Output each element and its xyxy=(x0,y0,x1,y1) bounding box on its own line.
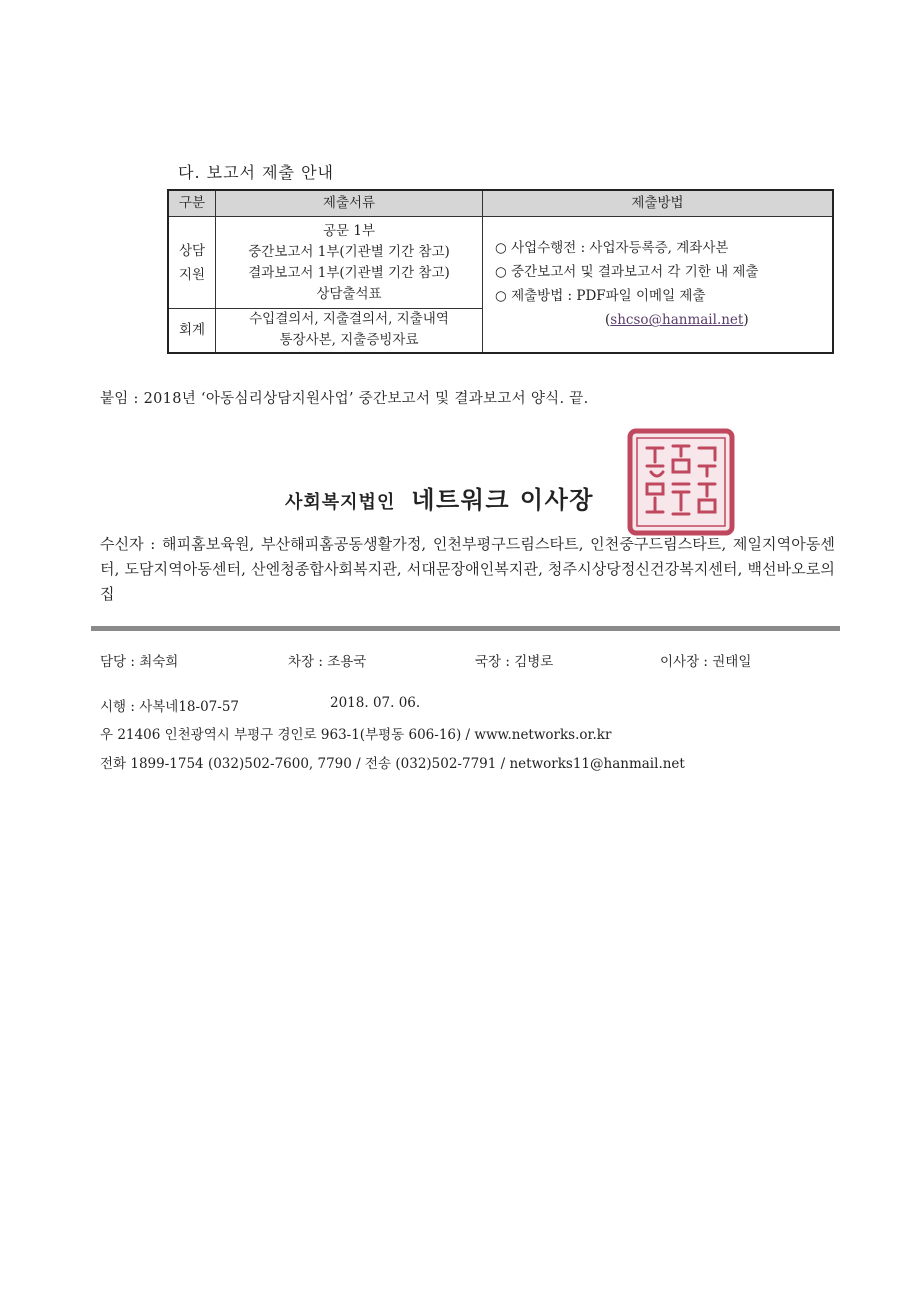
recipients: 수신자 : 해피홈보육원, 부산해피홈공동생활가정, 인천부평구드림스타트, 인천중구드림스타트, 제일지역아동센터, 도담지역아동센터, 산엔청종합사회복지관, 서대문장애인복지관, 청주시상당정신건강복지센터, 백선바오로의 집 xyxy=(100,535,835,603)
doc-item: 수입결의서, 지출결의서, 지출내역 xyxy=(249,311,449,328)
doc-item: 공문 1부 xyxy=(322,222,375,239)
email-close: ) xyxy=(743,312,749,329)
header-category: 구분 xyxy=(168,190,216,217)
row-docs-accounting xyxy=(216,309,483,353)
email-line xyxy=(495,308,832,332)
contact-line: 전화 1899-1754 (032)502-7600, 7790 / 전송 (032)502-7791 / networks11@hanmail.net xyxy=(100,756,685,772)
staff-chairman: 이사장 : 권태일 xyxy=(660,654,752,670)
doc-item: 중간보고서 1부(기관별 기간 참고) xyxy=(248,243,450,260)
method-cell xyxy=(483,217,834,353)
row-category-accounting: 회계 xyxy=(168,309,216,353)
attachment-note: 붙임 : 2018년 ‘아동심리상담지원사업’ 중간보고서 및 결과보고서 양식. 끝. xyxy=(100,391,589,407)
staff-director: 국장 : 김병로 xyxy=(475,654,554,670)
category-label: 상담 지원 xyxy=(178,242,206,283)
doc-item: 결과보고서 1부(기관별 기간 참고) xyxy=(248,264,450,281)
address-line: 우 21406 인천광역시 부평구 경인로 963-1(부평동 606-16) / www.networks.or.kr xyxy=(100,727,612,743)
official-seal-icon xyxy=(627,428,735,536)
table-header-row xyxy=(168,190,833,217)
header-method: 제출방법 xyxy=(483,190,834,217)
submission-table xyxy=(167,189,834,354)
org-prefix: 사회복지법인 xyxy=(285,492,396,513)
organization-signature xyxy=(285,480,594,515)
enforcement-date: 2018. 07. 06. xyxy=(330,695,421,711)
email-open: ( xyxy=(605,312,611,329)
staff-officer: 담당 : 최숙희 xyxy=(100,654,179,670)
divider xyxy=(91,626,840,631)
section-title: 다. 보고서 제출 안내 xyxy=(178,163,334,182)
enforcement-number: 시행 : 사복네18-07-57 xyxy=(100,699,239,715)
row-category-counseling xyxy=(168,217,216,309)
staff-deputy: 차장 : 조용국 xyxy=(288,654,367,670)
method-item: ○ 사업수행전 : 사업자등록증, 계좌사본 xyxy=(495,240,729,257)
method-item: ○ 중간보고서 및 결과보고서 각 기한 내 제출 xyxy=(495,264,759,281)
method-item: ○ 제출방법 : PDF파일 이메일 제출 xyxy=(495,288,706,305)
doc-item: 상담출석표 xyxy=(316,285,382,302)
table-row xyxy=(168,217,833,309)
email-link[interactable]: shcso@hanmail.net xyxy=(610,312,744,329)
header-documents: 제출서류 xyxy=(216,190,483,217)
row-docs-counseling xyxy=(216,217,483,309)
org-name: 네트워크 이사장 xyxy=(411,486,594,514)
doc-item: 통장사본, 지출증빙자료 xyxy=(279,332,419,349)
